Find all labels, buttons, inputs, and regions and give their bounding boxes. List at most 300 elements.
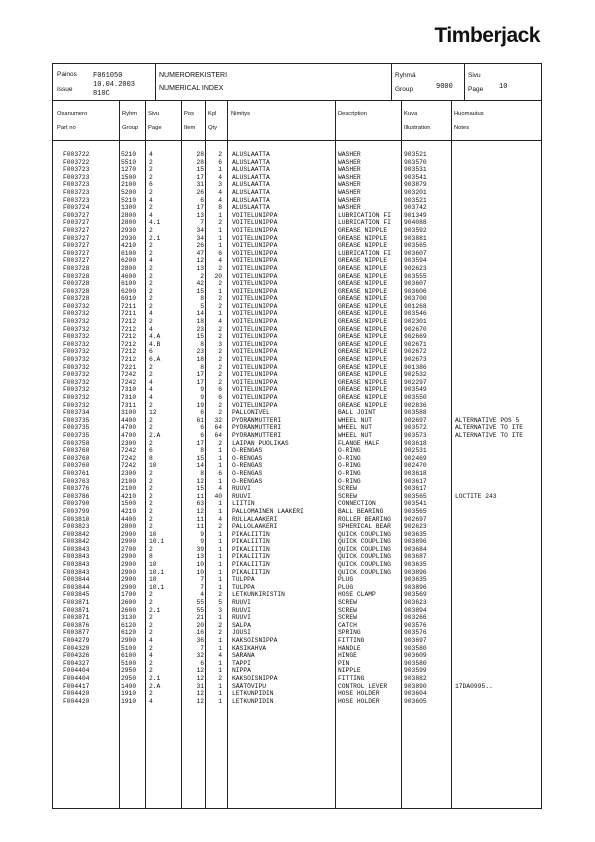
cell-page-number: 6 (149, 181, 153, 189)
cell-finnish-name: PIKALIITIN (232, 561, 270, 569)
cell-item-number: 13 (196, 553, 204, 561)
cell-quantity: 1 (218, 568, 222, 576)
table-row (53, 531, 541, 539)
cell-finnish-name: VOITELUNIPPA (232, 211, 278, 219)
cell-part-number: F003728 (63, 295, 90, 303)
table-row (53, 341, 541, 349)
cell-page-number: 8 (149, 454, 153, 462)
cell-page-number: 4 (149, 151, 153, 158)
cell-notes: ALTERNATIVE POS 5 (455, 416, 520, 424)
table-row (53, 280, 541, 288)
cell-description: WASHER (338, 166, 361, 174)
cell-quantity: 2 (218, 333, 222, 341)
cell-illustration-number: 903607 (404, 249, 427, 257)
cell-group-number: 4210 (121, 492, 137, 500)
cell-illustration-number: 903684 (404, 545, 427, 553)
cell-item-number: 6 (200, 196, 204, 204)
table-row (53, 500, 541, 508)
table-row (53, 212, 541, 220)
cell-description: GREASE NIPPLE (338, 318, 388, 326)
cell-page-number: 2 (149, 318, 153, 326)
cell-item-number: 8 (200, 340, 204, 348)
table-row (53, 553, 541, 561)
cell-description: O-RING (338, 469, 361, 477)
cell-illustration-number: 902670 (404, 325, 427, 333)
table-row (53, 288, 541, 296)
cell-part-number: F003760 (63, 462, 90, 470)
table-row (53, 303, 541, 311)
cell-group-number: 7221 (121, 363, 137, 371)
cell-illustration-number: 903882 (404, 674, 427, 682)
col-pos-fi: Pos (184, 111, 194, 117)
cell-illustration-number: 903580 (404, 659, 427, 667)
cell-part-number: F003786 (63, 492, 90, 500)
cell-description: GREASE NIPPLE (338, 264, 388, 272)
cell-finnish-name: VOITELUNIPPA (232, 272, 278, 280)
table-row (53, 417, 541, 425)
cell-part-number: F003799 (63, 507, 90, 515)
cell-item-number: 7 (200, 644, 204, 652)
cell-item-number: 63 (196, 500, 204, 508)
table-row (53, 265, 541, 273)
cell-description: PIN (338, 659, 350, 667)
cell-illustration-number: 903565 (404, 507, 427, 515)
cell-item-number: 11 (196, 523, 204, 531)
cell-quantity: 6 (218, 249, 222, 257)
cell-illustration-number: 903881 (404, 234, 427, 242)
cell-quantity: 1 (218, 538, 222, 546)
cell-group-number: 1300 (121, 204, 137, 212)
cell-description: PLUG (338, 576, 354, 584)
cell-item-number: 17 (196, 173, 204, 181)
cell-quantity: 1 (218, 226, 222, 234)
cell-illustration-number: 903599 (404, 667, 427, 675)
cell-part-number: F003843 (63, 553, 90, 561)
cell-finnish-name: PALLONIVEL (232, 409, 270, 417)
cell-illustration-number: 903607 (404, 280, 427, 288)
cell-quantity: 1 (218, 583, 222, 591)
table-row (53, 227, 541, 235)
cell-description: GREASE NIPPLE (338, 333, 388, 341)
cell-quantity: 2 (218, 621, 222, 629)
cell-group-number: 2930 (121, 226, 137, 234)
cell-part-number: F003723 (63, 181, 90, 189)
cell-group-number: 1400 (121, 682, 137, 690)
cell-description: BALL JOINT (338, 409, 376, 417)
cell-group-number: 7310 (121, 394, 137, 401)
table-row (53, 310, 541, 318)
col-ryhm-en: Group (122, 125, 139, 131)
cell-description: GREASE NIPPLE (338, 386, 388, 394)
cell-page-number: 2 (149, 644, 153, 652)
cell-illustration-number: 903605 (404, 697, 427, 705)
cell-quantity: 6 (218, 394, 222, 401)
table-row (53, 538, 541, 546)
table-row (53, 508, 541, 516)
cell-item-number: 55 (196, 599, 204, 607)
cell-finnish-name: VOITELUNIPPA (232, 371, 278, 379)
cell-description: LUBRICATION FI (338, 211, 391, 219)
cell-description: WHEEL NUT (338, 416, 373, 424)
cell-page-number: 2 (149, 485, 153, 493)
cell-part-number: F004420 (63, 697, 90, 705)
cell-item-number: 6 (200, 409, 204, 417)
cell-illustration-number: 902301 (404, 318, 427, 326)
cell-illustration-number: 903618 (404, 439, 427, 447)
cell-part-number: F003724 (63, 204, 90, 212)
cell-finnish-name: VOITELUNIPPA (232, 356, 278, 364)
cell-quantity: 3 (218, 181, 222, 189)
cell-description: O-RING (338, 454, 361, 462)
cell-item-number: 32 (196, 652, 204, 660)
cell-quantity: 2 (218, 280, 222, 288)
cell-description: GREASE NIPPLE (338, 226, 388, 234)
cell-illustration-number: 903565 (404, 242, 427, 250)
cell-page-number: 2.1 (149, 234, 161, 242)
cell-page-number: 12 (149, 409, 157, 417)
cell-illustration-number: 902470 (404, 462, 427, 470)
table-row (53, 402, 541, 410)
cell-page-number: 2 (149, 226, 153, 234)
cell-notes: 17DA0995.. (455, 682, 493, 690)
cell-finnish-name: VOITELUNIPPA (232, 219, 278, 227)
cell-item-number: 55 (196, 606, 204, 614)
cell-group-number: 2600 (121, 606, 137, 614)
cell-group-number: 2800 (121, 219, 137, 227)
cell-notes: LOCTITE 243 (455, 492, 497, 500)
cell-finnish-name: VOITELUNIPPA (232, 325, 278, 333)
cell-group-number: 4400 (121, 515, 137, 523)
cell-group-number: 7311 (121, 401, 137, 409)
cell-group-number: 6200 (121, 257, 137, 265)
cell-quantity: 1 (218, 697, 222, 705)
cell-page-number: 4 (149, 386, 153, 394)
cell-quantity: 1 (218, 561, 222, 569)
cell-item-number: 15 (196, 485, 204, 493)
cell-description: GREASE NIPPLE (338, 394, 388, 401)
cell-page-number: 4.1 (149, 219, 161, 227)
cell-page-number: 4 (149, 637, 153, 644)
cell-part-number: F003871 (63, 606, 90, 614)
cell-part-number: F003823 (63, 523, 90, 531)
cell-item-number: 20 (196, 621, 204, 629)
cell-quantity: 40 (214, 492, 222, 500)
cell-part-number: F003728 (63, 272, 90, 280)
cell-description: HANDLE (338, 644, 361, 652)
cell-page-number: 10 (149, 462, 157, 470)
cell-description: GREASE NIPPLE (338, 325, 388, 333)
cell-page-number: 4 (149, 211, 153, 219)
issue-date: 10.04.2003 (93, 81, 136, 89)
cell-description: QUICK COUPLING (338, 568, 391, 576)
col-name-fi: Nimitys (231, 111, 250, 117)
cell-description: GREASE NIPPLE (338, 242, 388, 250)
cell-part-number: F003734 (63, 409, 90, 417)
cell-item-number: 17 (196, 378, 204, 386)
cell-item-number: 31 (196, 181, 204, 189)
cell-page-number: 2 (149, 416, 153, 424)
cell-description: CONNECTION (338, 500, 376, 508)
cell-quantity: 2 (218, 401, 222, 409)
cell-quantity: 1 (218, 690, 222, 698)
table-row (53, 698, 541, 706)
cell-group-number: 6100 (121, 249, 137, 257)
table-row (53, 295, 541, 303)
cell-item-number: 15 (196, 333, 204, 341)
cell-finnish-name: RUUVI (232, 614, 251, 622)
cell-finnish-name: ALUSLAATTA (232, 181, 270, 189)
cell-finnish-name: SARANA (232, 652, 255, 660)
table-row (53, 440, 541, 448)
cell-illustration-number: 903618 (404, 469, 427, 477)
cell-quantity: 5 (218, 599, 222, 607)
cell-illustration-number: 901349 (404, 211, 427, 219)
title-fi: NUMEROREKISTERI (159, 72, 228, 79)
cell-illustration-number: 903555 (404, 272, 427, 280)
cell-part-number: F003728 (63, 264, 90, 272)
cell-part-number: F003732 (63, 401, 90, 409)
cell-item-number: 13 (196, 211, 204, 219)
cell-quantity: 2 (218, 439, 222, 447)
cell-quantity: 1 (218, 211, 222, 219)
cell-description: WASHER (338, 158, 361, 166)
table-row (53, 379, 541, 387)
cell-description: GREASE NIPPLE (338, 295, 388, 303)
cell-description: GREASE NIPPLE (338, 280, 388, 288)
cell-quantity: 20 (214, 272, 222, 280)
cell-group-number: 2900 (121, 530, 137, 538)
cell-page-number: 4 (149, 652, 153, 660)
page-value: 10 (499, 83, 508, 91)
cell-quantity: 1 (218, 545, 222, 553)
cell-group-number: 1270 (121, 166, 137, 174)
cell-group-number: 2800 (121, 523, 137, 531)
cell-group-number: 2950 (121, 667, 137, 675)
cell-finnish-name: LAIPAN PUOLIKAS (232, 439, 289, 447)
cell-description: LUBRICATION FI (338, 219, 391, 227)
cell-notes: ALTERNATIVE TO ITE (455, 431, 524, 439)
cell-quantity: 2 (218, 674, 222, 682)
cell-quantity: 2 (218, 151, 222, 158)
cell-part-number: F003727 (63, 211, 90, 219)
table-row (53, 447, 541, 455)
cell-finnish-name: ALUSLAATTA (232, 196, 270, 204)
table-row (53, 432, 541, 440)
cell-group-number: 7211 (121, 302, 137, 310)
table-row (53, 485, 541, 493)
table-row (53, 667, 541, 675)
table-row (53, 151, 541, 159)
header-divider (155, 64, 156, 100)
cell-part-number: F003722 (63, 151, 90, 158)
cell-item-number: 2 (200, 272, 204, 280)
table-row (53, 652, 541, 660)
cell-finnish-name: VOITELUNIPPA (232, 394, 278, 401)
table-row (53, 690, 541, 698)
header-divider (464, 64, 465, 100)
table-row (53, 242, 541, 250)
table-row (53, 683, 541, 691)
cell-quantity: 2 (218, 363, 222, 371)
cell-part-number: F003876 (63, 621, 90, 629)
cell-page-number: 2 (149, 280, 153, 288)
cell-group-number: 7212 (121, 325, 137, 333)
brand-logo: Timberjack (434, 24, 540, 47)
cell-item-number: 9 (200, 394, 204, 401)
cell-page-number: 2 (149, 249, 153, 257)
cell-quantity: 1 (218, 242, 222, 250)
cell-group-number: 6100 (121, 280, 137, 288)
cell-group-number: 4210 (121, 507, 137, 515)
cell-page-number: 2 (149, 690, 153, 698)
cell-quantity: 4 (218, 485, 222, 493)
cell-quantity: 1 (218, 682, 222, 690)
table-row (53, 273, 541, 281)
cell-page-number: 4 (149, 310, 153, 318)
cell-description: WASHER (338, 173, 361, 181)
table-row (53, 159, 541, 167)
cell-illustration-number: 902297 (404, 378, 427, 386)
table-row (53, 462, 541, 470)
cell-illustration-number: 903742 (404, 204, 427, 212)
cell-illustration-number: 903592 (404, 226, 427, 234)
painos-label: Painos (57, 71, 77, 78)
cell-group-number: 2600 (121, 599, 137, 607)
cell-finnish-name: SÄÄTÖVIPU (232, 682, 267, 690)
cell-group-number: 2300 (121, 469, 137, 477)
col-desc-en: Description (338, 111, 367, 117)
cell-description: QUICK COUPLING (338, 561, 391, 569)
cell-illustration-number: 903894 (404, 606, 427, 614)
table-row (53, 424, 541, 432)
cell-finnish-name: VOITELUNIPPA (232, 363, 278, 371)
cell-description: HOSE HOLDER (338, 690, 380, 698)
cell-description: SPRING (338, 629, 361, 637)
cell-quantity: 4 (218, 652, 222, 660)
cell-finnish-name: O-RENGAS (232, 447, 263, 455)
cell-description: GREASE NIPPLE (338, 371, 388, 379)
header-divider (391, 64, 392, 100)
cell-quantity: 1 (218, 659, 222, 667)
cell-part-number: F003732 (63, 371, 90, 379)
cell-page-number: 10 (149, 530, 157, 538)
table-row (53, 523, 541, 531)
cell-group-number: 6120 (121, 621, 137, 629)
cell-finnish-name: PIKALIITIN (232, 568, 270, 576)
cell-quantity: 6 (218, 386, 222, 394)
cell-finnish-name: ALUSLAATTA (232, 204, 270, 212)
cell-description: O-RING (338, 462, 361, 470)
cell-page-number: 2 (149, 272, 153, 280)
table-row (53, 455, 541, 463)
cell-page-number: 10.1 (149, 568, 165, 576)
cell-group-number: 7242 (121, 371, 137, 379)
col-ryhm-fi: Ryhm (122, 111, 138, 117)
cell-illustration-number: 903572 (404, 424, 427, 432)
cell-illustration-number: 903890 (404, 682, 427, 690)
cell-page-number: 2 (149, 188, 153, 196)
cell-group-number: 7212 (121, 340, 137, 348)
cell-finnish-name: PYÖRÄNMUTTERI (232, 424, 282, 432)
cell-group-number: 2100 (121, 485, 137, 493)
table-row (53, 629, 541, 637)
cell-finnish-name: VOITELUNIPPA (232, 226, 278, 234)
cell-illustration-number: 903550 (404, 394, 427, 401)
issue-version: 810C (93, 90, 110, 98)
cell-part-number: F004326 (63, 652, 90, 660)
cell-part-number: F004404 (63, 667, 90, 675)
cell-part-number: F003844 (63, 583, 90, 591)
cell-description: WHEEL NUT (338, 424, 373, 432)
cell-group-number: 4700 (121, 431, 137, 439)
cell-page-number: 2 (149, 158, 153, 166)
cell-part-number: F003760 (63, 447, 90, 455)
cell-page-number: 4 (149, 697, 153, 705)
cell-page-number: 4 (149, 325, 153, 333)
cell-group-number: 7310 (121, 386, 137, 394)
cell-item-number: 8 (200, 447, 204, 455)
cell-illustration-number: 903549 (404, 386, 427, 394)
cell-illustration-number: 903521 (404, 151, 427, 158)
table-row (53, 675, 541, 683)
cell-item-number: 17 (196, 204, 204, 212)
cell-page-number: 2 (149, 599, 153, 607)
cell-description: O-RING (338, 477, 361, 485)
cell-finnish-name: SALPA (232, 621, 251, 629)
cell-page-number: 2 (149, 264, 153, 272)
cell-illustration-number: 902697 (404, 416, 427, 424)
cell-page-number: 2 (149, 363, 153, 371)
cell-group-number: 5210 (121, 151, 137, 158)
table-row (53, 645, 541, 653)
cell-description: SCREW (338, 606, 357, 614)
cell-finnish-name: VOITELUNIPPA (232, 249, 278, 257)
cell-finnish-name: VOITELUNIPPA (232, 280, 278, 288)
cell-page-number: 10 (149, 576, 157, 584)
table-row (53, 356, 541, 364)
cell-finnish-name: O-RENGAS (232, 454, 263, 462)
cell-item-number: 18 (196, 318, 204, 326)
header-bottom-rule (53, 100, 541, 101)
cell-finnish-name: TAPPI (232, 659, 251, 667)
col-pos-en: Item (184, 125, 196, 131)
cell-quantity: 2 (218, 302, 222, 310)
cell-group-number: 2100 (121, 477, 137, 485)
cell-finnish-name: RUUVI (232, 599, 251, 607)
cell-finnish-name: VOITELUNIPPA (232, 264, 278, 272)
cell-page-number: 2 (149, 242, 153, 250)
cell-illustration-number: 903879 (404, 181, 427, 189)
table-row (53, 409, 541, 417)
cell-group-number: 7242 (121, 447, 137, 455)
cell-quantity: 1 (218, 576, 222, 584)
cell-item-number: 12 (196, 477, 204, 485)
cell-page-number: 2 (149, 515, 153, 523)
cell-illustration-number: 902672 (404, 348, 427, 356)
ryhma-label: Ryhmä (395, 72, 416, 79)
table-row (53, 394, 541, 402)
cell-group-number: 6910 (121, 295, 137, 303)
cell-page-number: 10.1 (149, 583, 165, 591)
cell-item-number: 15 (196, 454, 204, 462)
cell-description: QUICK COUPLING (338, 553, 391, 561)
cell-illustration-number: 903687 (404, 553, 427, 561)
cell-item-number: 31 (196, 682, 204, 690)
cell-quantity: 2 (218, 378, 222, 386)
cell-item-number: 34 (196, 234, 204, 242)
table-row (53, 174, 541, 182)
cell-part-number: F003843 (63, 561, 90, 569)
